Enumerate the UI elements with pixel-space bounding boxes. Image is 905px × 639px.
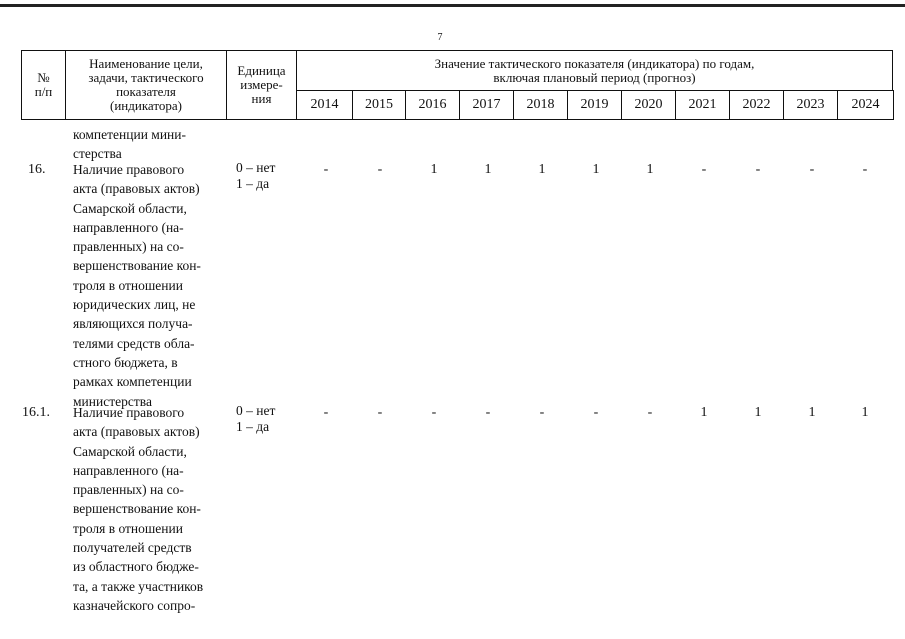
header-number-label: № п/п [34,70,53,99]
top-border-line [0,4,905,7]
value-2024: - [862,162,868,177]
header-values-label: Значение тактического показателя (индикатора) по годам, включая плановый период (прогноз) [434,55,755,85]
row-description: Наличие правового акта (правовых актов) Самарской области, направленного (на- правленных) на со- вершенствование кон- троля в отношении юридических лиц, не являющихся получа- телями средств обла- стного бюджета, в рамках компетенции министерства [73,162,201,409]
header-unit-label: Единица измере- ния [237,63,286,106]
value-2024: 1 [861,405,869,420]
header-year-2020: 2020 [621,90,676,120]
value-2016: 1 [430,162,438,177]
page-number: 7 [437,32,443,43]
header-number-column [21,50,66,120]
header-year-2021: 2021 [675,90,730,120]
header-unit-column [226,50,297,120]
header-year-2022: 2022 [729,90,784,120]
header-year-2016: 2016 [405,90,460,120]
value-2021: 1 [700,405,708,420]
value-2023: - [809,162,815,177]
row-description: компетенции мини- стерства [73,127,187,162]
row-unit: 0 – нет 1 – да [236,160,276,191]
value-2019: - [593,405,599,420]
value-2023: 1 [808,405,816,420]
value-2014: - [323,405,329,420]
header-year-2017: 2017 [459,90,514,120]
value-2020: - [647,405,653,420]
value-2015: - [377,162,383,177]
header-year-2024: 2024 [837,90,894,120]
value-2021: - [701,162,707,177]
value-2018: - [539,405,545,420]
row-number: 16.1. [22,405,50,420]
value-2019: 1 [592,162,600,177]
header-name-label: Наименование цели, задачи, тактического показателя (индикатора) [88,56,204,113]
value-2020: 1 [646,162,654,177]
header-year-2018: 2018 [513,90,568,120]
value-2016: - [431,405,437,420]
value-2015: - [377,405,383,420]
value-2017: 1 [484,162,492,177]
header-name-column [65,50,227,120]
header-year-2019: 2019 [567,90,622,120]
header-year-2023: 2023 [783,90,838,120]
header-values-group [296,50,893,91]
table-header [21,50,893,120]
value-2022: - [755,162,761,177]
value-2017: - [485,405,491,420]
row-number: 16. [28,162,46,177]
row-description: Наличие правового акта (правовых актов) Самарской области, направленного (на- правленных) на со- вершенствование кон- троля в отношении получателей средств из областного бюдже- та, а также участников казначейского сопро- [73,405,204,613]
header-year-2015: 2015 [352,90,406,120]
value-2022: 1 [754,405,762,420]
value-2014: - [323,162,329,177]
header-year-2014: 2014 [296,90,353,120]
value-2018: 1 [538,162,546,177]
row-unit: 0 – нет 1 – да [236,403,276,434]
